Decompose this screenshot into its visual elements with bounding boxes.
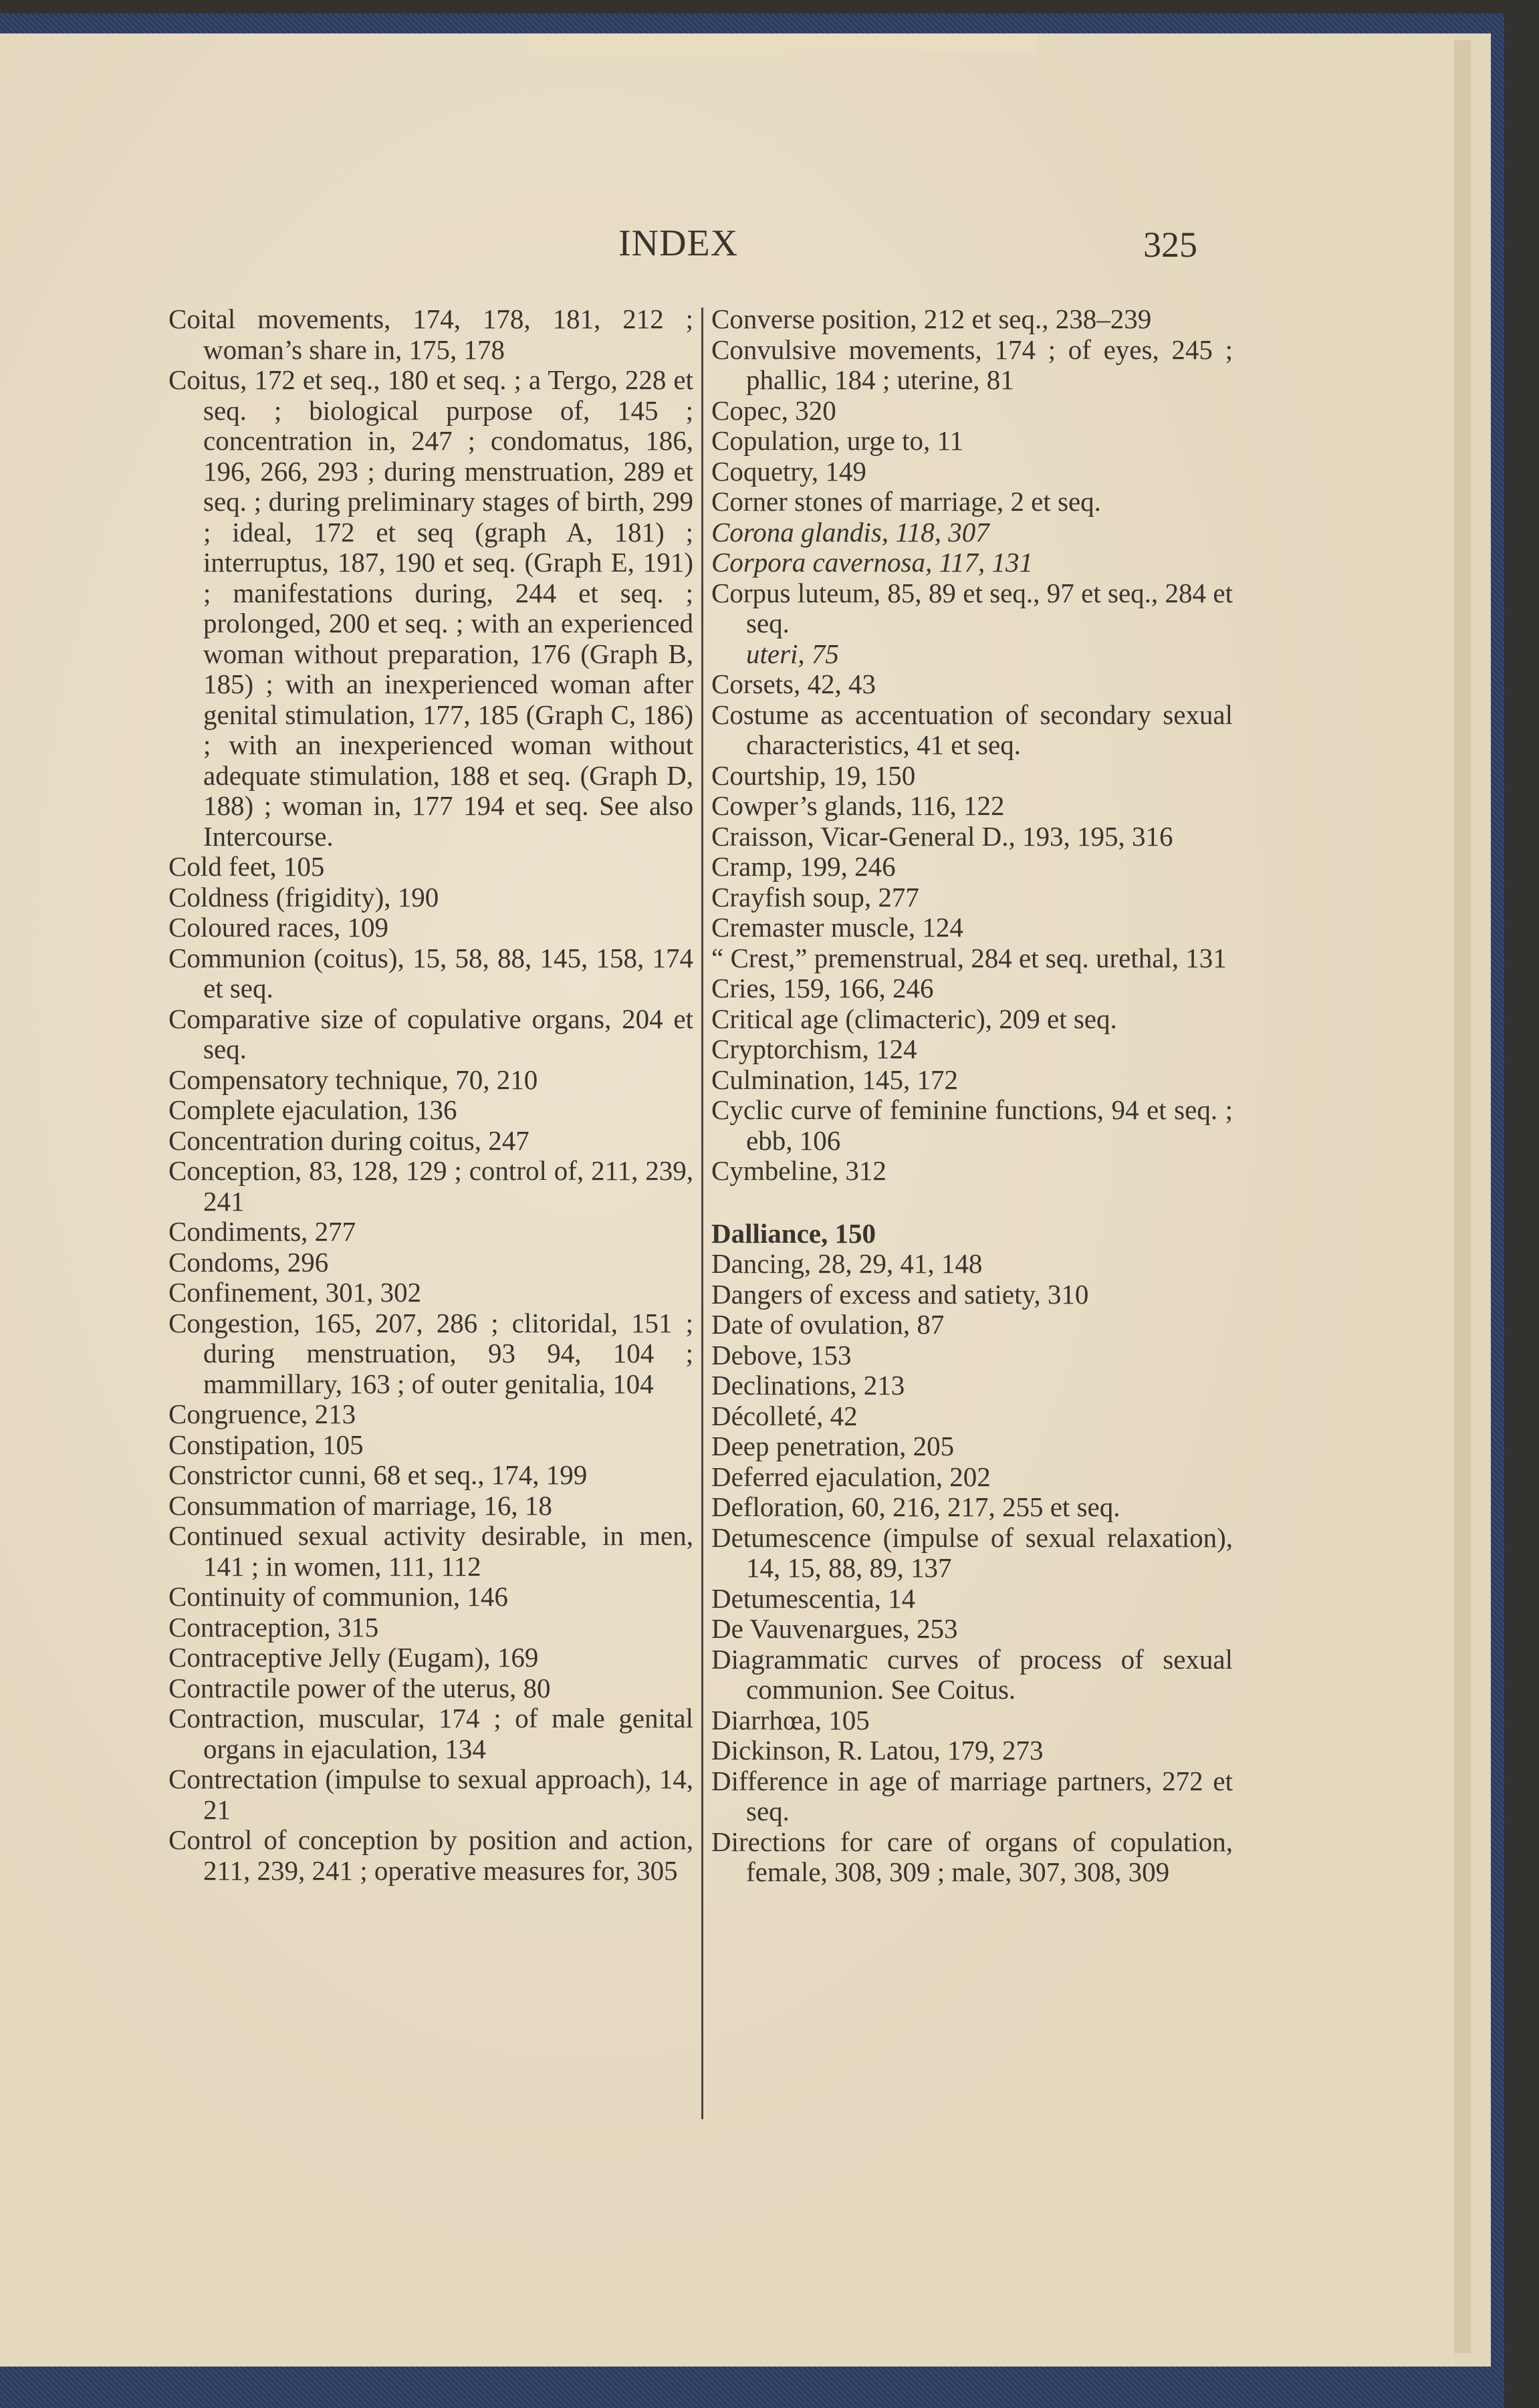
- index-entry: Debove, 153: [711, 1339, 852, 1370]
- index-entry: Condoms, 296: [168, 1246, 329, 1278]
- index-entry: Date of ovulation, 87: [711, 1309, 945, 1340]
- index-entry: Cowper’s glands, 116, 122: [711, 790, 1005, 821]
- index-entry: Declinations, 213: [711, 1370, 905, 1401]
- index-letter-start-entry: Dalliance, 150: [711, 1217, 876, 1249]
- index-entry: Cramp, 199, 246: [711, 851, 896, 882]
- index-entry: Contractile power of the uterus, 80: [168, 1672, 551, 1703]
- index-entry: Coitus, 172 et seq., 180 et seq. ; a Tergo, 228 et seq. ; biological purpose of, 145 ; concentration in, 247 ; condomatus, 186, 196, 266, 293 ; during menstruation, 289 et seq. ; during preliminary stages of birth, 299 ; ideal, 172 et seq (graph A, 181) ; interruptus, 187, 190 et seq. (Graph E, 191) ; manifestations during, 244 et seq. ; prolonged, 200 et seq. ; with an experienced woman without preparation, 176 (Graph B, 185) ; with an inexperienced woman after genital stimulation, 177, 185 (Graph C, 186) ; with an inexperienced woman without adequate stimulation, 188 et seq. (Graph D, 188) ; woman in, 177 194 et seq. See also Intercourse.: [168, 364, 693, 852]
- index-entry: Condiments, 277: [168, 1216, 356, 1247]
- index-entry: Confinement, 301, 302: [168, 1277, 422, 1308]
- book-page: [0, 33, 1454, 2367]
- index-entry: Cymbeline, 312: [711, 1155, 886, 1186]
- index-entry: Complete ejaculation, 136: [168, 1094, 457, 1125]
- index-entry: Crayfish soup, 277: [711, 881, 919, 913]
- index-entry: Contraception, 315: [168, 1611, 379, 1643]
- index-entry: Corsets, 42, 43: [711, 669, 876, 699]
- index-entry: Compensatory technique, 70, 210: [168, 1064, 538, 1095]
- index-entry: Corpus luteum, 85, 89 et seq., 97 et seq., 284 et seq.: [711, 577, 1233, 638]
- index-entry: Cyclic curve of feminine functions, 94 et seq. ; ebb, 106: [711, 1094, 1233, 1156]
- index-entry: Continued sexual activity desirable, in men, 141 ; in women, 111, 112: [168, 1520, 693, 1582]
- index-entry: Culmination, 145, 172: [711, 1064, 958, 1095]
- index-entry: Defloration, 60, 216, 217, 255 et seq.: [711, 1491, 1120, 1522]
- index-entry: De Vauvenargues, 253: [711, 1613, 958, 1644]
- index-entry: Coldness (frigidity), 190: [168, 881, 439, 913]
- index-entry: Difference in age of marriage partners, 272 et seq.: [711, 1765, 1233, 1826]
- index-entry: Corner stones of marriage, 2 et seq.: [711, 486, 1101, 517]
- index-entry: Communion (coitus), 15, 58, 88, 145, 158, 174 et seq.: [168, 942, 693, 1003]
- index-entry: uteri, 75: [746, 638, 839, 669]
- page-top-tear: [528, 33, 1036, 53]
- index-entry: Cries, 159, 166, 246: [711, 973, 934, 1003]
- index-entry: Copec, 320: [711, 394, 836, 426]
- index-entry: Detumescentia, 14: [711, 1582, 916, 1614]
- index-entry: Diarrhœa, 105: [711, 1704, 870, 1735]
- index-entry: Deep penetration, 205: [711, 1431, 955, 1461]
- index-entry: Cremaster muscle, 124: [711, 912, 963, 943]
- index-entry: Coital movements, 174, 178, 181, 212 ; woman’s share in, 175, 178: [168, 304, 693, 365]
- index-entry: Costume as accentuation of secondary sexual characteristics, 41 et seq.: [711, 699, 1233, 760]
- index-entry: “ Crest,” premenstrual, 284 et seq. urethal, 131: [711, 942, 1227, 973]
- index-entry: Copulation, urge to, 11: [711, 425, 963, 456]
- index-entry: Corpora cavernosa, 117, 131: [711, 547, 1033, 578]
- page-title: INDEX: [618, 223, 739, 264]
- index-entry: Dangers of excess and satiety, 310: [711, 1278, 1089, 1310]
- index-entry: Detumescence (impulse of sexual relaxation), 14, 15, 88, 89, 137: [711, 1522, 1233, 1583]
- index-entry: Consummation of marriage, 16, 18: [168, 1489, 552, 1521]
- index-entry: Directions for care of organs of copulation, female, 308, 309 ; male, 307, 308, 309: [711, 1826, 1233, 1887]
- index-column-left: [168, 304, 693, 1886]
- index-entry: Coloured races, 109: [168, 912, 389, 943]
- index-entry: Contraction, muscular, 174 ; of male genital organs in ejaculation, 134: [168, 1703, 693, 1764]
- index-entry: Craisson, Vicar-General D., 193, 195, 316: [711, 820, 1173, 852]
- index-entry: Dickinson, R. Latou, 179, 273: [711, 1735, 1044, 1766]
- index-entry: Contraceptive Jelly (Eugam), 169: [168, 1642, 539, 1673]
- index-entry: Constrictor cunni, 68 et seq., 174, 199: [168, 1459, 588, 1490]
- index-entry: Cryptorchism, 124: [711, 1034, 917, 1064]
- index-entry: Congestion, 165, 207, 286 ; clitoridal, 151 ; during menstruation, 93 94, 104 ; mammillary, 163 ; of outer genitalia, 104: [168, 1307, 693, 1399]
- index-entry: Concentration during coitus, 247: [168, 1124, 529, 1156]
- index-entry: Critical age (climacteric), 209 et seq.: [711, 1003, 1117, 1034]
- index-entry: Converse position, 212 et seq., 238–239: [711, 304, 1152, 334]
- index-entry: Convulsive movements, 174 ; of eyes, 245 ; phallic, 184 ; uterine, 81: [711, 334, 1233, 395]
- index-entry: Constipation, 105: [168, 1429, 364, 1460]
- index-entry: Comparative size of copulative organs, 204 et seq.: [168, 1003, 693, 1064]
- page-number: 325: [1143, 225, 1197, 265]
- index-entry: Continuity of communion, 146: [168, 1581, 508, 1612]
- index-entry: Congruence, 213: [168, 1399, 356, 1429]
- index-entry: Cold feet, 105: [168, 851, 325, 882]
- index-entry: Coquetry, 149: [711, 455, 866, 487]
- index-entry: Deferred ejaculation, 202: [711, 1461, 991, 1492]
- index-entry: Conception, 83, 128, 129 ; control of, 211, 239, 241: [168, 1155, 693, 1217]
- index-entry: Dancing, 28, 29, 41, 148: [711, 1248, 983, 1279]
- index-entry: Décolleté, 42: [711, 1400, 858, 1431]
- index-entry: Courtship, 19, 150: [711, 759, 916, 791]
- index-column-right: [711, 304, 1233, 1888]
- index-entry: Diagrammatic curves of process of sexual communion. See Coitus.: [711, 1643, 1233, 1705]
- index-entry: Corona glandis, 118, 307: [711, 516, 989, 548]
- index-entry: Control of conception by position and action, 211, 239, 241 ; operative measures for, 305: [168, 1824, 693, 1886]
- index-entry: Contrectation (impulse to sexual approach), 14, 21: [168, 1764, 693, 1825]
- column-divider: [701, 308, 703, 2119]
